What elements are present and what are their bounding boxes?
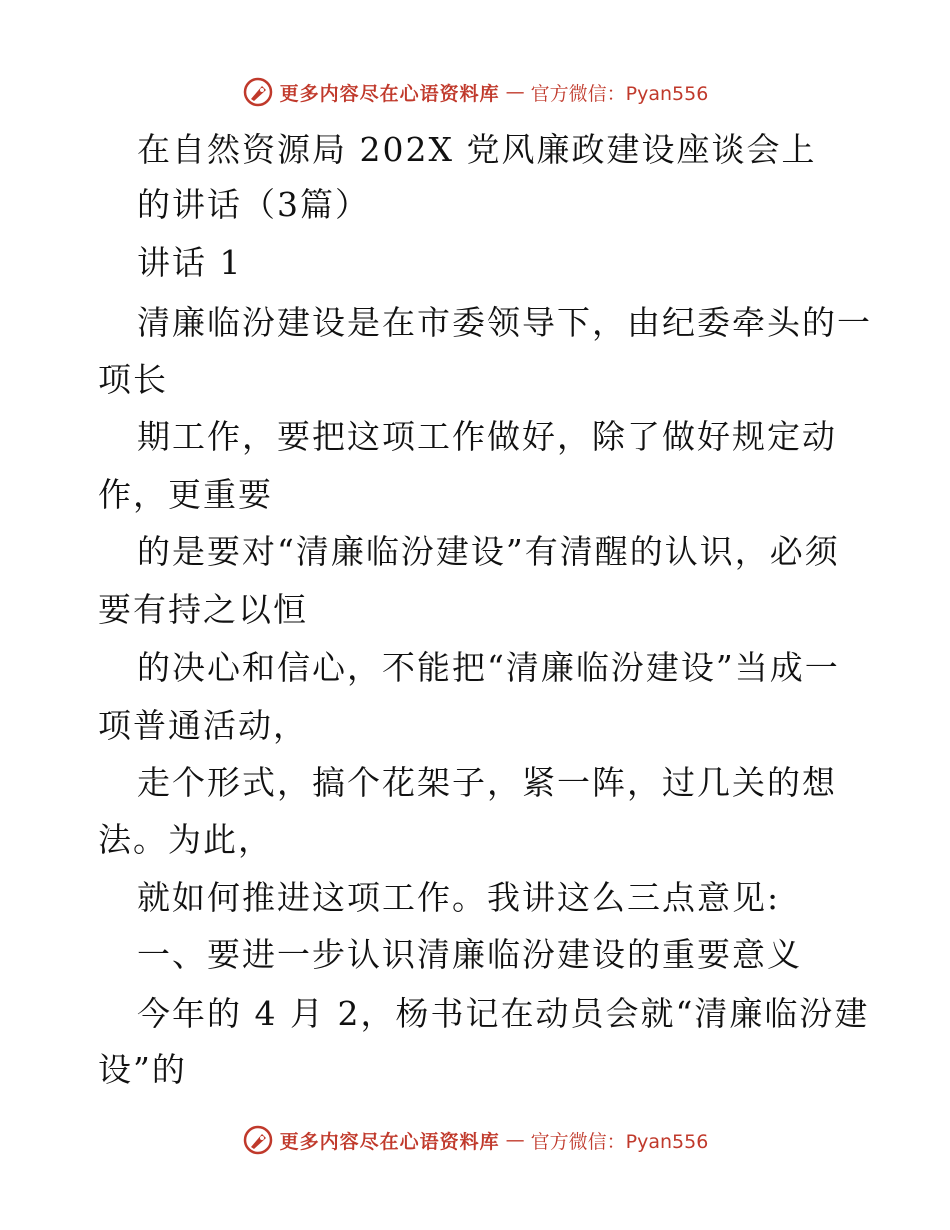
doc-paragraph-line: 的决心和信心，不能把“清廉临汾建设”当成一 [137, 648, 840, 687]
doc-paragraph-line: 期工作，要把这项工作做好，除了做好规定动 [137, 417, 837, 456]
watermark-main-text: 更多内容尽在心语资料库 [279, 82, 500, 105]
watermark-main-text: 更多内容尽在心语资料库 [279, 1130, 500, 1153]
doc-paragraph-line: 项普通活动， [98, 706, 308, 745]
watermark-wechat-text: 官方微信：Pyan556 [530, 82, 709, 105]
pen-nib-circle-icon [242, 76, 274, 108]
footer-watermark [0, 1120, 950, 1160]
doc-paragraph-line: 作，更重要 [98, 475, 273, 514]
doc-paragraph-line: 要有持之以恒 [98, 590, 308, 629]
doc-paragraph-line: 设”的 [98, 1050, 187, 1089]
watermark-separator: — [505, 81, 525, 103]
watermark-separator: — [505, 1129, 525, 1151]
doc-paragraph-line: 走个形式，搞个花架子，紧一阵，过几关的想 [137, 763, 837, 802]
doc-paragraph-line: 就如何推进这项工作。我讲这么三点意见: [137, 878, 781, 917]
doc-section-heading: 讲话 1 [137, 243, 243, 282]
doc-paragraph-line: 项长 [98, 360, 168, 399]
doc-paragraph-line: 的是要对“清廉临汾建设”有清醒的认识，必须 [137, 532, 840, 571]
header-watermark [0, 72, 950, 112]
doc-paragraph-line: 今年的 4 月 2，杨书记在动员会就“清廉临汾建 [137, 994, 870, 1033]
doc-paragraph-line: 法。为此， [98, 820, 273, 859]
pen-nib-circle-icon [242, 1124, 274, 1156]
doc-subheading: 一、要进一步认识清廉临汾建设的重要意义 [137, 935, 802, 974]
doc-paragraph-line: 清廉临汾建设是在市委领导下，由纪委牵头的一 [137, 303, 872, 342]
doc-title-line-1: 在自然资源局 202X 党风廉政建设座谈会上 [137, 130, 817, 169]
doc-title-line-2: 的讲话（3篇） [137, 185, 370, 224]
watermark-wechat-text: 官方微信：Pyan556 [530, 1130, 709, 1153]
